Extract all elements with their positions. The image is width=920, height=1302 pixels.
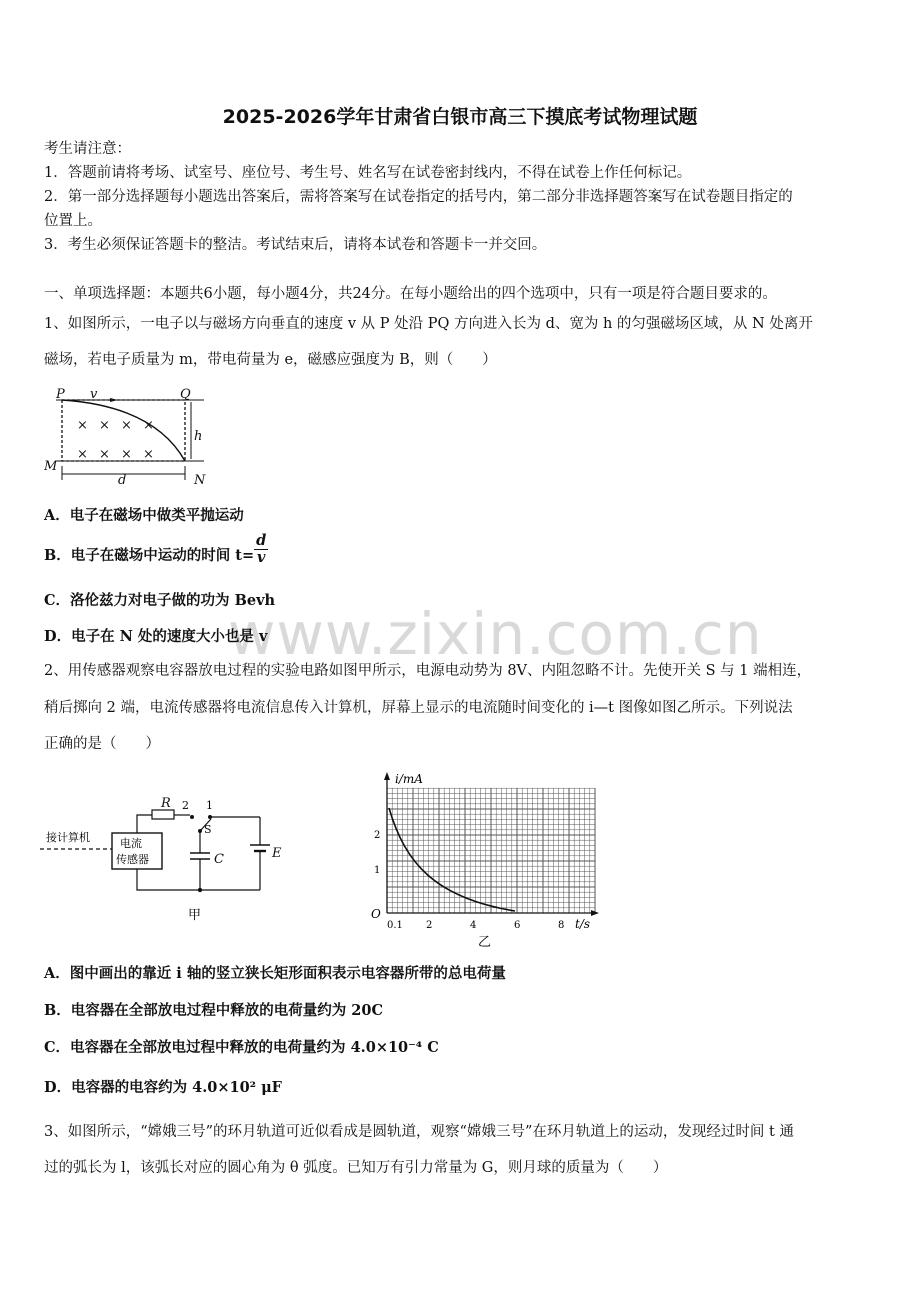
fig-label-v: v (90, 388, 98, 402)
label-S: S (204, 823, 212, 836)
q2-stem: 正确的是（ ） (44, 736, 160, 752)
fraction-d-over-v: $\frac{d}{v}$ (256, 531, 267, 566)
q1-magnetic-field-figure (44, 388, 214, 488)
x-tick: 2 (426, 920, 433, 931)
watermark: www.zixin.com.cn (228, 600, 763, 668)
terminal-2: 2 (182, 799, 189, 812)
q2-option-b: B．电容器在全部放电过程中释放的电荷量约为 20C (44, 1002, 384, 1019)
notice-item: 位置上。 (44, 213, 102, 229)
q3-stem: 过的弧长为 l，该弧长对应的圆心角为 θ 弧度。已知万有引力常量为 G，则月球的质量为（ ） (44, 1160, 668, 1176)
fig-label-N: N (194, 473, 206, 488)
q2-circuit-diagram (40, 795, 300, 925)
svg-text:×: × (99, 418, 110, 433)
sensor-label: 电流 (120, 837, 142, 850)
svg-text:×: × (77, 418, 88, 433)
q3-stem: 3、如图所示，“嫦娥三号”的环月轨道可近似看成是圆轨道，观察“嫦娥三号”在环月轨道上的运动，发现经过时间 t 通 (44, 1124, 794, 1140)
fig-label-Q: Q (180, 388, 191, 402)
svg-text:×: × (143, 447, 154, 462)
svg-text:×: × (121, 447, 132, 462)
fig-label-M: M (44, 459, 58, 474)
q1-stem: 磁场，若电子质量为 m，带电荷量为 e，磁感应强度为 B，则（ ） (44, 352, 497, 368)
q2-option-a: A．图中画出的靠近 i 轴的竖立狭长矩形面积表示电容器所带的总电荷量 (44, 965, 506, 982)
label-R: R (161, 796, 171, 811)
q1-option-b (44, 531, 268, 566)
fig-label-P: P (56, 388, 65, 402)
label-C: C (214, 852, 224, 867)
q1-stem: 1、如图所示，一电子以与磁场方向垂直的速度 v 从 P 处沿 PQ 方向进入长为 d、宽为 h 的匀强磁场区域，从 N 处离开 (44, 316, 813, 332)
computer-label: 接计算机 (46, 831, 90, 844)
terminal-1: 1 (206, 799, 213, 812)
y-axis-label: i/mA (395, 772, 423, 786)
q1-option-c: C．洛伦兹力对电子做的功为 Bevh (44, 592, 276, 609)
svg-text:×: × (121, 418, 132, 433)
label-E: E (272, 846, 282, 861)
svg-text:×: × (143, 418, 154, 433)
q2-current-time-graph (365, 768, 610, 953)
y-tick: 2 (374, 830, 381, 841)
svg-text:×: × (77, 447, 88, 462)
q2-stem: 2、用传感器观察电容器放电过程的实验电路如图甲所示，电源电动势为 8V、内阻忽略不计。先使开关 S 与 1 端相连， (44, 663, 812, 679)
svg-text:×: × (99, 447, 110, 462)
x-tick: 0.1 (387, 920, 403, 931)
notice-item: 1．答题前请将考场、试室号、座位号、考生号、姓名写在试卷密封线内，不得在试卷上作任何标记。 (44, 165, 692, 181)
section-heading: 一、单项选择题：本题共6小题，每小题4分，共24分。在每小题给出的四个选项中，只有一项是符合题目要求的。 (44, 286, 777, 302)
figure-caption: 乙 (478, 935, 492, 950)
q1-option-d: D．电子在 N 处的速度大小也是 v (44, 628, 268, 645)
notice-item: 2．第一部分选择题每小题选出答案后，需将答案写在试卷指定的括号内，第二部分非选择题答案写在试卷题目指定的 (44, 189, 793, 205)
notice-heading: 考生请注意： (44, 141, 131, 157)
x-axis-label: t/s (575, 917, 591, 931)
notice-item: 3．考生必须保证答题卡的整洁。考试结束后，请将本试卷和答题卡一并交回。 (44, 237, 547, 253)
x-tick: 4 (470, 920, 477, 931)
q1-option-a: A．电子在磁场中做类平抛运动 (44, 507, 244, 524)
figure-caption: 甲 (188, 908, 202, 923)
fig-label-h: h (194, 429, 203, 444)
q2-stem: 稍后掷向 2 端，电流传感器将电流信息传入计算机，屏幕上显示的电流随时间变化的 i—t 图像如图乙所示。下列说法 (44, 700, 793, 716)
x-tick: 8 (558, 920, 565, 931)
origin-label: O (371, 907, 381, 921)
y-tick: 1 (374, 865, 381, 876)
q1-option-b-text: B．电子在磁场中运动的时间 t= (44, 547, 255, 564)
sensor-label: 传感器 (116, 853, 149, 866)
x-tick: 6 (514, 920, 521, 931)
fig-label-d: d (118, 473, 127, 488)
q2-option-c: C．电容器在全部放电过程中释放的电荷量约为 4.0×10⁻⁴ C (44, 1039, 439, 1056)
q2-option-d: D．电容器的电容约为 4.0×10² μF (44, 1079, 282, 1096)
page-title: 2025-2026学年甘肃省白银市高三下摸底考试物理试题 (222, 106, 698, 128)
